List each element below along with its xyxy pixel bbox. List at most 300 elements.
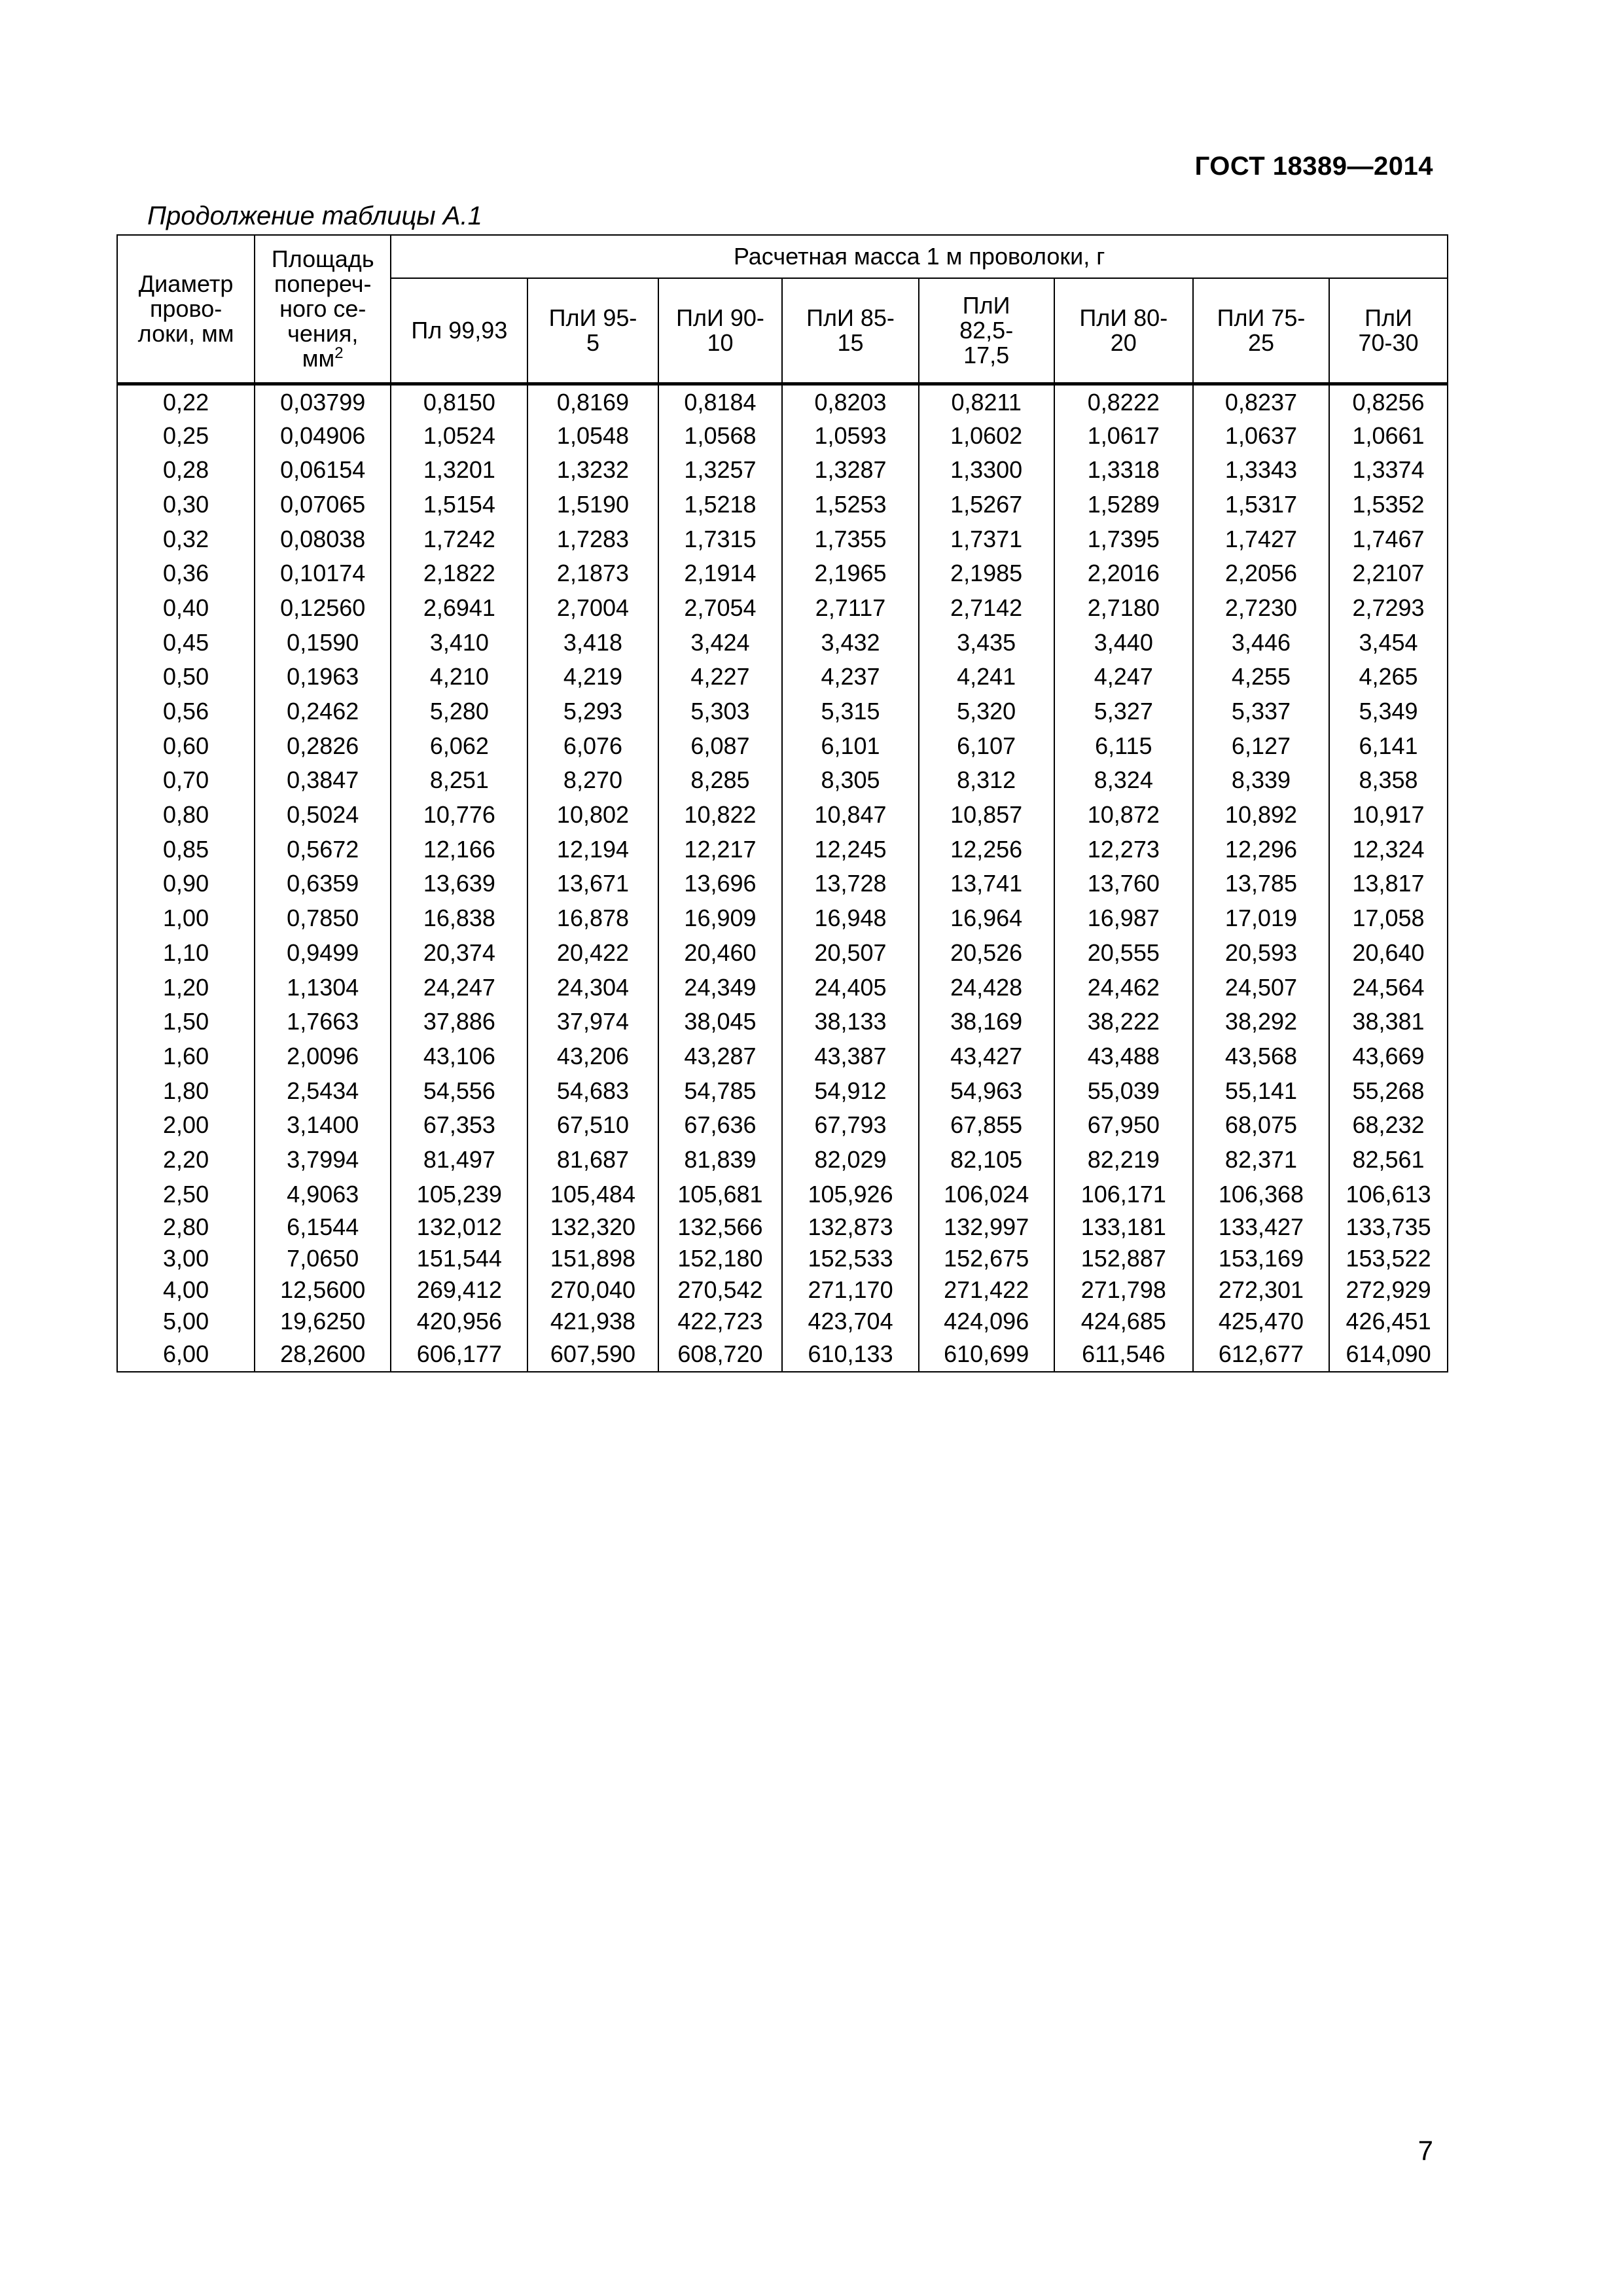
cell-mass: 82,029	[782, 1143, 918, 1177]
cell-mass: 1,7242	[391, 522, 527, 556]
cell-mass: 16,838	[391, 901, 527, 936]
cell-mass: 68,075	[1193, 1108, 1329, 1143]
cell-mass: 0,8203	[782, 384, 918, 419]
cell-mass: 55,268	[1329, 1073, 1448, 1108]
cell-mass: 3,440	[1054, 625, 1193, 660]
table-row	[117, 970, 1448, 1005]
cell-mass: 5,337	[1193, 694, 1329, 729]
cell-mass: 1,7371	[919, 522, 1054, 556]
cell-mass: 10,822	[658, 798, 783, 833]
cell-mass: 55,039	[1054, 1073, 1193, 1108]
cell-diameter: 0,45	[117, 625, 255, 660]
cell-mass: 152,533	[782, 1243, 918, 1274]
cell-mass: 1,7395	[1054, 522, 1193, 556]
cell-mass: 38,169	[919, 1005, 1054, 1039]
cell-mass: 106,171	[1054, 1177, 1193, 1211]
cell-mass: 132,997	[919, 1211, 1054, 1243]
cell-mass: 54,556	[391, 1073, 527, 1108]
cell-mass: 1,0524	[391, 418, 527, 453]
cell-mass: 13,817	[1329, 867, 1448, 901]
cell-diameter: 0,85	[117, 832, 255, 867]
cell-mass: 1,0548	[527, 418, 658, 453]
wire-mass-table	[116, 234, 1448, 1372]
cell-mass: 20,460	[658, 936, 783, 971]
table-row	[117, 522, 1448, 556]
cell-mass: 5,293	[527, 694, 658, 729]
cell-mass: 54,683	[527, 1073, 658, 1108]
cell-area: 0,07065	[255, 488, 391, 522]
cell-mass: 24,428	[919, 970, 1054, 1005]
table-row	[117, 453, 1448, 488]
table-row	[117, 763, 1448, 798]
cell-mass: 6,101	[782, 728, 918, 763]
cell-mass: 612,677	[1193, 1337, 1329, 1372]
cell-area: 19,6250	[255, 1306, 391, 1337]
cell-mass: 3,454	[1329, 625, 1448, 660]
cell-mass: 6,115	[1054, 728, 1193, 763]
cell-mass: 424,685	[1054, 1306, 1193, 1337]
cell-mass: 1,3257	[658, 453, 783, 488]
cell-mass: 67,855	[919, 1108, 1054, 1143]
cell-diameter: 0,56	[117, 694, 255, 729]
cell-mass: 8,305	[782, 763, 918, 798]
cell-diameter: 0,28	[117, 453, 255, 488]
column-header-alloy: ПлИ 85- 15	[782, 278, 918, 384]
column-header-alloy: ПлИ 95- 5	[527, 278, 658, 384]
cell-mass: 54,963	[919, 1073, 1054, 1108]
cell-mass: 421,938	[527, 1306, 658, 1337]
cell-diameter: 2,50	[117, 1177, 255, 1211]
cell-mass: 43,387	[782, 1039, 918, 1074]
table-row	[117, 1143, 1448, 1177]
cell-mass: 269,412	[391, 1274, 527, 1306]
cell-area: 0,04906	[255, 418, 391, 453]
cell-mass: 270,542	[658, 1274, 783, 1306]
cell-mass: 2,2107	[1329, 556, 1448, 591]
column-group-header-mass: Расчетная масса 1 м проволоки, г	[391, 235, 1448, 278]
cell-mass: 67,636	[658, 1108, 783, 1143]
cell-area: 3,1400	[255, 1108, 391, 1143]
cell-mass: 2,1914	[658, 556, 783, 591]
cell-mass: 271,798	[1054, 1274, 1193, 1306]
cell-area: 0,6359	[255, 867, 391, 901]
cell-mass: 0,8169	[527, 384, 658, 419]
cell-mass: 105,239	[391, 1177, 527, 1211]
cell-mass: 1,5289	[1054, 488, 1193, 522]
cell-mass: 38,045	[658, 1005, 783, 1039]
table-caption: Продолжение таблицы А.1	[147, 202, 482, 230]
cell-mass: 1,7355	[782, 522, 918, 556]
cell-diameter: 0,36	[117, 556, 255, 591]
cell-mass: 20,526	[919, 936, 1054, 971]
cell-mass: 68,232	[1329, 1108, 1448, 1143]
column-header-alloy: Пл 99,93	[391, 278, 527, 384]
cell-mass: 152,675	[919, 1243, 1054, 1274]
cell-mass: 0,8150	[391, 384, 527, 419]
cell-mass: 151,898	[527, 1243, 658, 1274]
table-row	[117, 694, 1448, 729]
cell-mass: 611,546	[1054, 1337, 1193, 1372]
table-row	[117, 556, 1448, 591]
cell-mass: 5,280	[391, 694, 527, 729]
cell-area: 0,5024	[255, 798, 391, 833]
cell-mass: 6,062	[391, 728, 527, 763]
cell-mass: 4,219	[527, 660, 658, 694]
cell-mass: 1,5218	[658, 488, 783, 522]
cell-mass: 132,320	[527, 1211, 658, 1243]
cell-mass: 1,3374	[1329, 453, 1448, 488]
table-row	[117, 1306, 1448, 1337]
cell-mass: 43,427	[919, 1039, 1054, 1074]
cell-mass: 133,735	[1329, 1211, 1448, 1243]
cell-mass: 1,3287	[782, 453, 918, 488]
cell-mass: 1,3318	[1054, 453, 1193, 488]
cell-mass: 16,878	[527, 901, 658, 936]
cell-area: 2,5434	[255, 1073, 391, 1108]
cell-mass: 106,024	[919, 1177, 1054, 1211]
cell-mass: 1,0568	[658, 418, 783, 453]
cell-mass: 13,785	[1193, 867, 1329, 901]
cell-diameter: 3,00	[117, 1243, 255, 1274]
table-row	[117, 1177, 1448, 1211]
cell-mass: 5,327	[1054, 694, 1193, 729]
cell-mass: 67,793	[782, 1108, 918, 1143]
table-row	[117, 1073, 1448, 1108]
cell-mass: 3,432	[782, 625, 918, 660]
table-body	[117, 384, 1448, 1372]
cell-mass: 24,462	[1054, 970, 1193, 1005]
cell-mass: 272,929	[1329, 1274, 1448, 1306]
cell-mass: 24,247	[391, 970, 527, 1005]
cell-area: 1,7663	[255, 1005, 391, 1039]
cell-mass: 20,593	[1193, 936, 1329, 971]
cell-mass: 1,5190	[527, 488, 658, 522]
cell-mass: 55,141	[1193, 1073, 1329, 1108]
cell-mass: 2,7117	[782, 591, 918, 626]
cell-mass: 423,704	[782, 1306, 918, 1337]
cell-mass: 106,613	[1329, 1177, 1448, 1211]
cell-mass: 24,564	[1329, 970, 1448, 1005]
cell-mass: 133,427	[1193, 1211, 1329, 1243]
cell-mass: 0,8184	[658, 384, 783, 419]
cell-mass: 1,0637	[1193, 418, 1329, 453]
cell-mass: 2,2016	[1054, 556, 1193, 591]
cell-area: 0,5672	[255, 832, 391, 867]
cell-area: 0,3847	[255, 763, 391, 798]
table-row	[117, 728, 1448, 763]
cell-mass: 153,522	[1329, 1243, 1448, 1274]
cell-mass: 0,8237	[1193, 384, 1329, 419]
cell-area: 0,7850	[255, 901, 391, 936]
cell-mass: 13,741	[919, 867, 1054, 901]
cell-area: 0,12560	[255, 591, 391, 626]
cell-mass: 1,0593	[782, 418, 918, 453]
cell-mass: 54,912	[782, 1073, 918, 1108]
cell-mass: 3,435	[919, 625, 1054, 660]
table-row	[117, 936, 1448, 971]
cell-mass: 426,451	[1329, 1306, 1448, 1337]
cell-area: 12,5600	[255, 1274, 391, 1306]
cell-mass: 4,265	[1329, 660, 1448, 694]
cell-mass: 10,802	[527, 798, 658, 833]
table-row	[117, 591, 1448, 626]
cell-diameter: 1,00	[117, 901, 255, 936]
cell-mass: 151,544	[391, 1243, 527, 1274]
cell-mass: 10,892	[1193, 798, 1329, 833]
cell-mass: 5,303	[658, 694, 783, 729]
cell-area: 0,06154	[255, 453, 391, 488]
cell-mass: 13,671	[527, 867, 658, 901]
cell-diameter: 0,80	[117, 798, 255, 833]
cell-mass: 270,040	[527, 1274, 658, 1306]
column-header-alloy: ПлИ 75- 25	[1193, 278, 1329, 384]
cell-mass: 17,019	[1193, 901, 1329, 936]
cell-mass: 54,785	[658, 1073, 783, 1108]
page-number: 7	[1418, 2135, 1433, 2166]
cell-mass: 24,304	[527, 970, 658, 1005]
cell-mass: 43,669	[1329, 1039, 1448, 1074]
cell-mass: 3,410	[391, 625, 527, 660]
cell-mass: 6,107	[919, 728, 1054, 763]
cell-mass: 0,8211	[919, 384, 1054, 419]
cell-mass: 0,8256	[1329, 384, 1448, 419]
cell-mass: 1,7315	[658, 522, 783, 556]
cell-mass: 43,106	[391, 1039, 527, 1074]
cell-mass: 10,857	[919, 798, 1054, 833]
cell-mass: 1,3300	[919, 453, 1054, 488]
document-code: ГОСТ 18389—2014	[1194, 152, 1433, 181]
cell-area: 0,2462	[255, 694, 391, 729]
cell-mass: 424,096	[919, 1306, 1054, 1337]
cell-mass: 43,287	[658, 1039, 783, 1074]
cell-mass: 4,237	[782, 660, 918, 694]
table-row	[117, 660, 1448, 694]
cell-mass: 12,296	[1193, 832, 1329, 867]
cell-mass: 606,177	[391, 1337, 527, 1372]
cell-mass: 425,470	[1193, 1306, 1329, 1337]
cell-area: 6,1544	[255, 1211, 391, 1243]
cell-mass: 12,256	[919, 832, 1054, 867]
column-header-alloy: ПлИ 82,5- 17,5	[919, 278, 1054, 384]
cell-mass: 6,127	[1193, 728, 1329, 763]
cell-mass: 132,873	[782, 1211, 918, 1243]
table-row	[117, 488, 1448, 522]
cell-mass: 610,133	[782, 1337, 918, 1372]
table-row	[117, 1211, 1448, 1243]
cell-diameter: 2,00	[117, 1108, 255, 1143]
cell-mass: 2,1822	[391, 556, 527, 591]
cell-mass: 2,2056	[1193, 556, 1329, 591]
cell-mass: 1,5317	[1193, 488, 1329, 522]
cell-mass: 37,886	[391, 1005, 527, 1039]
cell-mass: 81,839	[658, 1143, 783, 1177]
cell-mass: 132,566	[658, 1211, 783, 1243]
cell-mass: 2,7180	[1054, 591, 1193, 626]
cell-mass: 43,568	[1193, 1039, 1329, 1074]
cell-mass: 10,872	[1054, 798, 1193, 833]
cell-mass: 38,381	[1329, 1005, 1448, 1039]
cell-mass: 6,141	[1329, 728, 1448, 763]
table-row	[117, 1243, 1448, 1274]
cell-mass: 12,194	[527, 832, 658, 867]
cell-mass: 1,3201	[391, 453, 527, 488]
table-row	[117, 901, 1448, 936]
cell-mass: 105,681	[658, 1177, 783, 1211]
cell-mass: 608,720	[658, 1337, 783, 1372]
cell-area: 0,1590	[255, 625, 391, 660]
cell-mass: 3,446	[1193, 625, 1329, 660]
cell-mass: 24,405	[782, 970, 918, 1005]
cell-mass: 2,1965	[782, 556, 918, 591]
cell-mass: 13,728	[782, 867, 918, 901]
cell-mass: 13,760	[1054, 867, 1193, 901]
cell-mass: 20,555	[1054, 936, 1193, 971]
cell-mass: 5,349	[1329, 694, 1448, 729]
cell-mass: 1,7467	[1329, 522, 1448, 556]
cell-mass: 8,339	[1193, 763, 1329, 798]
cell-mass: 2,7230	[1193, 591, 1329, 626]
table-row	[117, 832, 1448, 867]
cell-mass: 132,012	[391, 1211, 527, 1243]
cell-mass: 2,1873	[527, 556, 658, 591]
cell-mass: 2,6941	[391, 591, 527, 626]
cell-mass: 422,723	[658, 1306, 783, 1337]
cell-mass: 3,418	[527, 625, 658, 660]
cell-diameter: 0,90	[117, 867, 255, 901]
cell-mass: 153,169	[1193, 1243, 1329, 1274]
table-row	[117, 1274, 1448, 1306]
cell-mass: 67,353	[391, 1108, 527, 1143]
cell-mass: 1,7283	[527, 522, 658, 556]
cell-diameter: 0,50	[117, 660, 255, 694]
cell-mass: 4,255	[1193, 660, 1329, 694]
cell-mass: 13,696	[658, 867, 783, 901]
column-header-alloy: ПлИ 90- 10	[658, 278, 783, 384]
cell-mass: 16,948	[782, 901, 918, 936]
cell-mass: 43,206	[527, 1039, 658, 1074]
cell-area: 0,08038	[255, 522, 391, 556]
cell-diameter: 0,30	[117, 488, 255, 522]
column-header-area	[255, 235, 391, 384]
cell-diameter: 0,60	[117, 728, 255, 763]
cell-mass: 12,166	[391, 832, 527, 867]
cell-mass: 152,180	[658, 1243, 783, 1274]
cell-diameter: 6,00	[117, 1337, 255, 1372]
cell-mass: 10,847	[782, 798, 918, 833]
cell-mass: 1,0617	[1054, 418, 1193, 453]
cell-area: 4,9063	[255, 1177, 391, 1211]
cell-mass: 1,3232	[527, 453, 658, 488]
cell-mass: 4,227	[658, 660, 783, 694]
cell-diameter: 1,80	[117, 1073, 255, 1108]
cell-mass: 1,0661	[1329, 418, 1448, 453]
cell-mass: 4,247	[1054, 660, 1193, 694]
cell-mass: 152,887	[1054, 1243, 1193, 1274]
cell-mass: 1,7427	[1193, 522, 1329, 556]
cell-mass: 38,222	[1054, 1005, 1193, 1039]
cell-diameter: 1,50	[117, 1005, 255, 1039]
cell-mass: 67,950	[1054, 1108, 1193, 1143]
cell-diameter: 0,70	[117, 763, 255, 798]
cell-mass: 1,5352	[1329, 488, 1448, 522]
cell-area: 0,03799	[255, 384, 391, 419]
cell-mass: 607,590	[527, 1337, 658, 1372]
cell-mass: 81,497	[391, 1143, 527, 1177]
cell-mass: 2,7142	[919, 591, 1054, 626]
cell-mass: 82,561	[1329, 1143, 1448, 1177]
cell-area: 3,7994	[255, 1143, 391, 1177]
cell-diameter: 0,32	[117, 522, 255, 556]
cell-diameter: 2,20	[117, 1143, 255, 1177]
cell-mass: 16,909	[658, 901, 783, 936]
column-header-alloy: ПлИ 70-30	[1329, 278, 1448, 384]
cell-mass: 8,285	[658, 763, 783, 798]
cell-mass: 12,273	[1054, 832, 1193, 867]
cell-mass: 8,324	[1054, 763, 1193, 798]
cell-mass: 12,217	[658, 832, 783, 867]
cell-mass: 16,964	[919, 901, 1054, 936]
cell-area: 7,0650	[255, 1243, 391, 1274]
table-row	[117, 1337, 1448, 1372]
table-row	[117, 1039, 1448, 1074]
cell-diameter: 0,25	[117, 418, 255, 453]
cell-mass: 82,219	[1054, 1143, 1193, 1177]
cell-mass: 8,251	[391, 763, 527, 798]
cell-mass: 1,3343	[1193, 453, 1329, 488]
cell-mass: 2,7004	[527, 591, 658, 626]
cell-area: 1,1304	[255, 970, 391, 1005]
cell-mass: 17,058	[1329, 901, 1448, 936]
cell-mass: 13,639	[391, 867, 527, 901]
table-row	[117, 418, 1448, 453]
cell-mass: 8,270	[527, 763, 658, 798]
cell-mass: 1,5267	[919, 488, 1054, 522]
table-row	[117, 867, 1448, 901]
cell-mass: 16,987	[1054, 901, 1193, 936]
cell-mass: 20,422	[527, 936, 658, 971]
cell-diameter: 0,22	[117, 384, 255, 419]
cell-diameter: 2,80	[117, 1211, 255, 1243]
cell-area: 0,9499	[255, 936, 391, 971]
cell-mass: 8,358	[1329, 763, 1448, 798]
cell-mass: 10,917	[1329, 798, 1448, 833]
cell-mass: 20,374	[391, 936, 527, 971]
cell-mass: 38,133	[782, 1005, 918, 1039]
cell-mass: 2,1985	[919, 556, 1054, 591]
cell-mass: 5,315	[782, 694, 918, 729]
cell-mass: 6,087	[658, 728, 783, 763]
table-row	[117, 798, 1448, 833]
cell-mass: 105,926	[782, 1177, 918, 1211]
cell-mass: 81,687	[527, 1143, 658, 1177]
cell-mass: 1,5154	[391, 488, 527, 522]
table-row	[117, 384, 1448, 419]
cell-area: 0,2826	[255, 728, 391, 763]
cell-mass: 2,7054	[658, 591, 783, 626]
cell-area: 0,10174	[255, 556, 391, 591]
cell-area: 0,1963	[255, 660, 391, 694]
cell-area: 28,2600	[255, 1337, 391, 1372]
cell-mass: 614,090	[1329, 1337, 1448, 1372]
cell-mass: 2,7293	[1329, 591, 1448, 626]
column-header-area-superscript: 2	[334, 344, 344, 362]
cell-mass: 12,245	[782, 832, 918, 867]
cell-mass: 37,974	[527, 1005, 658, 1039]
cell-diameter: 5,00	[117, 1306, 255, 1337]
cell-diameter: 0,40	[117, 591, 255, 626]
column-header-alloy: ПлИ 80- 20	[1054, 278, 1193, 384]
cell-mass: 420,956	[391, 1306, 527, 1337]
